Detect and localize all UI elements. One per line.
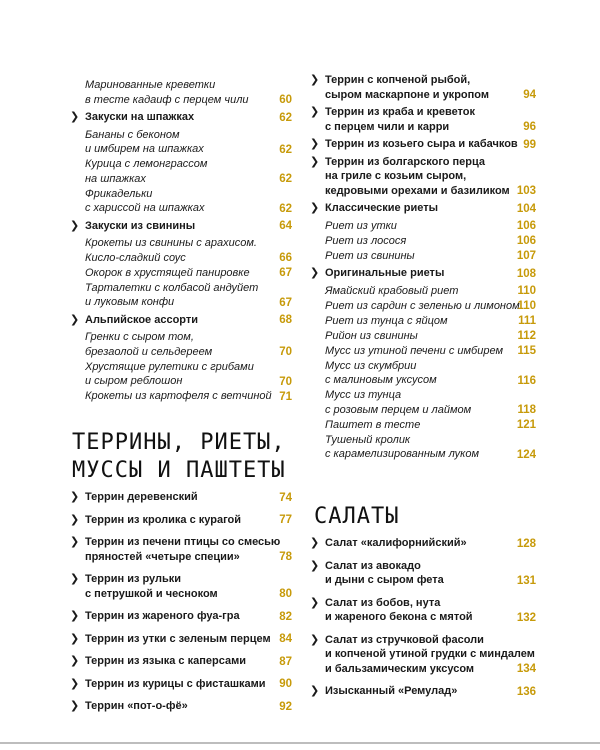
toc-entry-title-line: Мусс из скумбрии xyxy=(325,359,417,372)
toc-entry[interactable] xyxy=(310,359,536,388)
toc-entry[interactable] xyxy=(70,219,292,234)
toc-entry-title-line: Террин из утки с зеленым перцем 84 xyxy=(85,632,292,645)
toc-entry[interactable] xyxy=(310,219,536,234)
toc-entry[interactable] xyxy=(310,137,536,152)
chevron-right-icon: ❯ xyxy=(310,155,320,168)
toc-entry[interactable] xyxy=(70,266,292,281)
toc-entry-title-line: Бананы с беконом xyxy=(85,128,180,141)
toc-entry-title-line: Террин «пот-о-фё» 92 xyxy=(85,700,292,713)
toc-entry-title-line: Закуски на шпажках 62 xyxy=(85,111,292,124)
toc-entry[interactable] xyxy=(70,78,292,107)
toc-entry-title-line: Террин из кролика с курагой 77 xyxy=(85,513,292,526)
toc-entry-title-line: Террин из болгарского перца xyxy=(325,155,486,168)
toc-entry[interactable] xyxy=(310,559,536,588)
toc-page-number: 90 xyxy=(279,678,292,690)
toc-entry-title-line: Рийон из свинины 112 xyxy=(325,329,536,342)
chevron-right-icon: ❯ xyxy=(310,633,320,646)
toc-page-number: 70 xyxy=(279,346,292,358)
chevron-right-icon: ❯ xyxy=(310,202,320,214)
toc-entry-title-line: Фрикадельки xyxy=(85,187,153,200)
toc-entry-title-line: кедровыми орехами и базиликом 103 xyxy=(325,184,536,197)
toc-page-number: 67 xyxy=(279,267,292,279)
toc-entry-title-line: Террин из языка с каперсами 87 xyxy=(85,655,292,668)
toc-entry-title-line: Риет из утки 106 xyxy=(325,219,536,232)
toc-page-number: 134 xyxy=(516,663,536,675)
chevron-right-icon: ❯ xyxy=(70,536,80,548)
toc-entry-title-line: Салат «калифорнийский» 128 xyxy=(325,537,536,550)
toc-page-number: 62 xyxy=(279,202,292,215)
toc-page-number: 115 xyxy=(517,345,536,357)
toc-entry-title-line: Мусс из утиной печени с имбирем 115 xyxy=(325,344,536,357)
toc-page-number: 132 xyxy=(516,611,536,624)
toc-entry-title-line: Риет из свинины 107 xyxy=(325,249,536,262)
toc-entry[interactable] xyxy=(310,344,536,359)
chevron-right-icon: ❯ xyxy=(70,573,80,585)
toc-entry[interactable] xyxy=(310,418,536,433)
toc-entry-title-line: Террин из жареного фуа-гра 82 xyxy=(85,610,292,623)
toc-page-number: 110 xyxy=(517,300,536,312)
toc-page-number: 116 xyxy=(517,374,536,387)
toc-entry-title-line: с малиновым уксусом 116 xyxy=(325,374,536,387)
chevron-right-icon: ❯ xyxy=(70,655,80,667)
toc-entry[interactable] xyxy=(310,536,536,551)
toc-entry-title-line: Мусс из тунца xyxy=(325,389,402,401)
toc-page-number: 103 xyxy=(516,185,536,197)
toc-entry[interactable] xyxy=(70,677,292,692)
toc-entry-title-line: Оригинальные риеты 108 xyxy=(325,267,536,280)
toc-entry-title-line: Курица с лемонграссом xyxy=(85,158,208,170)
toc-entry[interactable] xyxy=(70,632,292,647)
toc-entry[interactable] xyxy=(70,281,292,310)
section-title-salads: САЛАТЫ xyxy=(314,504,400,529)
chevron-right-icon: ❯ xyxy=(310,537,320,549)
toc-entry[interactable] xyxy=(70,110,292,125)
toc-page-number: 106 xyxy=(516,220,536,232)
toc-entry[interactable] xyxy=(310,329,536,344)
toc-page-number: 94 xyxy=(523,89,536,101)
toc-page-number: 121 xyxy=(516,419,536,431)
chevron-right-icon: ❯ xyxy=(70,610,80,622)
chevron-right-icon: ❯ xyxy=(310,106,320,118)
toc-entry[interactable] xyxy=(70,609,292,624)
toc-entry[interactable] xyxy=(310,433,536,462)
toc-entry-title-line: Тушеный кролик xyxy=(325,433,411,446)
toc-entry-title-line: Кисло-сладкий соус 66 xyxy=(85,251,292,264)
toc-entry[interactable] xyxy=(70,128,292,157)
toc-entry[interactable] xyxy=(310,155,536,199)
toc-entry[interactable] xyxy=(310,596,536,625)
toc-entry[interactable] xyxy=(310,234,536,249)
toc-page-number: 62 xyxy=(279,173,292,185)
toc-entry[interactable] xyxy=(310,314,536,329)
chevron-right-icon: ❯ xyxy=(70,491,80,503)
toc-entry[interactable] xyxy=(310,633,536,677)
toc-entry-title-line: и сыром реблошон 70 xyxy=(85,375,292,388)
toc-entry[interactable] xyxy=(70,535,292,564)
toc-entry[interactable] xyxy=(310,684,536,699)
chevron-right-icon: ❯ xyxy=(70,632,80,645)
toc-page-number: 64 xyxy=(279,220,292,232)
toc-entry[interactable] xyxy=(70,490,292,505)
toc-entry[interactable] xyxy=(70,572,292,601)
toc-entry-title-line: Альпийское ассорти 68 xyxy=(85,313,292,326)
toc-entry-title-line: брезаолой и сельдереем 70 xyxy=(85,345,292,358)
toc-entry-title-line: Террин из рульки xyxy=(85,573,182,585)
toc-entry-title-line: Террин из курицы с фисташками 90 xyxy=(85,677,292,690)
toc-page-number: 99 xyxy=(523,138,536,151)
toc-page-number: 111 xyxy=(518,315,536,327)
toc-entry-title-line: и копченой утиной грудки с миндалем xyxy=(325,648,535,660)
toc-entry-title-line: Окорок в хрустящей панировке 67 xyxy=(85,266,292,279)
toc-page-number: 70 xyxy=(279,375,292,388)
toc-page-number: 74 xyxy=(279,491,292,504)
chevron-right-icon: ❯ xyxy=(310,267,320,279)
chevron-right-icon: ❯ xyxy=(70,700,80,712)
toc-page-number: 62 xyxy=(279,143,292,156)
toc-page-number: 82 xyxy=(279,610,292,623)
toc-page-number: 77 xyxy=(279,514,292,526)
toc-entry-title-line: Изысканный «Ремулад» 136 xyxy=(325,685,536,698)
toc-entry-title-line: с розовым перцем и лаймом 118 xyxy=(325,403,536,416)
toc-entry-title-line: Хрустящие рулетики с грибами xyxy=(85,360,254,373)
toc-page-number: 66 xyxy=(279,252,292,264)
chevron-right-icon: ❯ xyxy=(70,219,80,232)
toc-entry-title-line: Маринованные креветки xyxy=(85,79,216,91)
toc-entry[interactable] xyxy=(70,157,292,186)
toc-entry[interactable] xyxy=(70,654,292,669)
chevron-right-icon: ❯ xyxy=(310,74,320,86)
toc-entry-title-line: и бальзамическим уксусом 134 xyxy=(325,662,536,675)
chevron-right-icon: ❯ xyxy=(70,313,80,326)
toc-page-number: 110 xyxy=(517,285,536,297)
toc-entry-title-line: с хариссой на шпажках 62 xyxy=(85,202,292,215)
toc-entry[interactable] xyxy=(70,236,292,265)
toc-entry-title-line: Террин из козьего сыра и кабачков 99 xyxy=(325,138,536,151)
toc-page-number: 80 xyxy=(279,588,292,600)
toc-entry-title-line: Террин из краба и креветок xyxy=(325,106,476,118)
toc-entry[interactable] xyxy=(70,360,292,389)
toc-entry-title-line: на гриле с козьим сыром, xyxy=(325,170,467,182)
toc-entry-title-line: Риет из лосося 106 xyxy=(325,234,536,247)
chevron-right-icon: ❯ xyxy=(310,559,320,572)
toc-entry-title-line: Гренки с сыром том, xyxy=(85,331,194,343)
toc-entry-title-line: Ямайский крабовый риет 110 xyxy=(325,284,536,297)
toc-entry-title-line: Террин из печени птицы со смесью xyxy=(85,536,281,548)
toc-page-number: 60 xyxy=(279,94,292,106)
chevron-right-icon: ❯ xyxy=(70,513,80,526)
toc-page-number: 71 xyxy=(279,390,292,403)
toc-entry-title-line: Паштет в тесте 121 xyxy=(325,418,536,431)
toc-page-number: 87 xyxy=(279,655,292,668)
toc-entry-title-line: и дыни с сыром фета 131 xyxy=(325,574,536,587)
toc-entry[interactable] xyxy=(70,513,292,528)
chevron-right-icon: ❯ xyxy=(310,685,320,697)
toc-page-number: 108 xyxy=(516,267,536,280)
toc-page-number: 96 xyxy=(523,121,536,133)
toc-entry-title-line: и жареного бекона с мятой 132 xyxy=(325,611,536,624)
toc-entry[interactable] xyxy=(310,299,536,314)
toc-entry[interactable] xyxy=(310,284,536,299)
toc-page-number: 112 xyxy=(517,330,536,342)
toc-page-number: 92 xyxy=(279,700,292,713)
toc-entry-title-line: Риет из сардин с зеленью и лимоном 110 xyxy=(325,299,536,312)
toc-entry-title-line: Тарталетки с колбасой андуйет xyxy=(85,281,259,294)
toc-page-number: 68 xyxy=(279,314,292,326)
toc-entry-title-line: Салат из бобов, нута xyxy=(325,596,441,609)
toc-entry-title-line: на шпажках 62 xyxy=(85,172,292,185)
chevron-right-icon: ❯ xyxy=(310,138,320,150)
toc-entry-title-line: Салат из стручковой фасоли xyxy=(325,633,484,646)
toc-page-number: 78 xyxy=(279,551,292,563)
toc-entry[interactable] xyxy=(310,73,536,102)
toc-page-number: 136 xyxy=(516,685,536,698)
toc-entry-title-line: Салат из авокадо xyxy=(325,559,421,572)
toc-entry-title-line: Классические риеты 104 xyxy=(325,202,536,215)
toc-entry-title-line: в тесте кадаиф с перцем чили 60 xyxy=(85,93,292,106)
toc-page-number: 118 xyxy=(517,404,536,416)
toc-entry[interactable] xyxy=(70,187,292,216)
toc-page-number: 128 xyxy=(516,537,536,550)
toc-entry[interactable] xyxy=(70,389,292,404)
chevron-right-icon: ❯ xyxy=(70,677,80,690)
toc-page-number: 106 xyxy=(516,235,536,247)
toc-entry[interactable] xyxy=(310,201,536,216)
toc-entry[interactable] xyxy=(310,105,536,134)
chevron-right-icon: ❯ xyxy=(70,111,80,123)
toc-page-number: 107 xyxy=(516,250,536,262)
toc-entry-title-line: с карамелизированным луком 124 xyxy=(325,448,536,461)
toc-entry[interactable] xyxy=(310,249,536,264)
toc-entry-title-line: Террин деревенский 74 xyxy=(85,491,292,504)
toc-entry[interactable] xyxy=(310,266,536,281)
toc-entry[interactable] xyxy=(70,330,292,359)
toc-entry-title-line: Крокеты из картофеля с ветчиной 71 xyxy=(85,390,292,403)
toc-entry[interactable] xyxy=(310,388,536,417)
toc-page-number: 62 xyxy=(279,111,292,124)
toc-entry-title-line: с петрушкой и чесноком 80 xyxy=(85,587,292,600)
toc-page-number: 67 xyxy=(279,296,292,309)
toc-entry-title-line: и луковым конфи 67 xyxy=(85,296,292,309)
toc-entry-title-line: Террин с копченой рыбой, xyxy=(325,74,471,86)
toc-entry-title-line: сыром маскарпоне и укропом 94 xyxy=(325,88,536,101)
toc-page-number: 131 xyxy=(516,574,536,587)
section-title-terrines-line1: ТЕРРИНЫ, РИЕТЫ, xyxy=(72,430,286,455)
toc-entry-title-line: Крокеты из свинины с арахисом. xyxy=(85,237,257,249)
toc-entry[interactable] xyxy=(70,313,292,328)
toc-page-number: 124 xyxy=(516,448,536,461)
bottom-rule xyxy=(0,742,600,744)
toc-page-number: 104 xyxy=(516,202,536,215)
toc-entry[interactable] xyxy=(70,699,292,714)
toc-entry-title-line: Закуски из свинины 64 xyxy=(85,219,292,232)
section-title-terrines-line2: МУССЫ И ПАШТЕТЫ xyxy=(72,458,286,483)
toc-entry-title-line: и имбирем на шпажках 62 xyxy=(85,143,292,156)
toc-entry-title-line: Риет из тунца с яйцом 111 xyxy=(325,314,536,327)
toc-page-number: 84 xyxy=(279,633,292,645)
toc-entry-title-line: пряностей «четыре специи» 78 xyxy=(85,550,292,563)
chevron-right-icon: ❯ xyxy=(310,596,320,609)
toc-entry-title-line: с перцем чили и карри 96 xyxy=(325,120,536,133)
